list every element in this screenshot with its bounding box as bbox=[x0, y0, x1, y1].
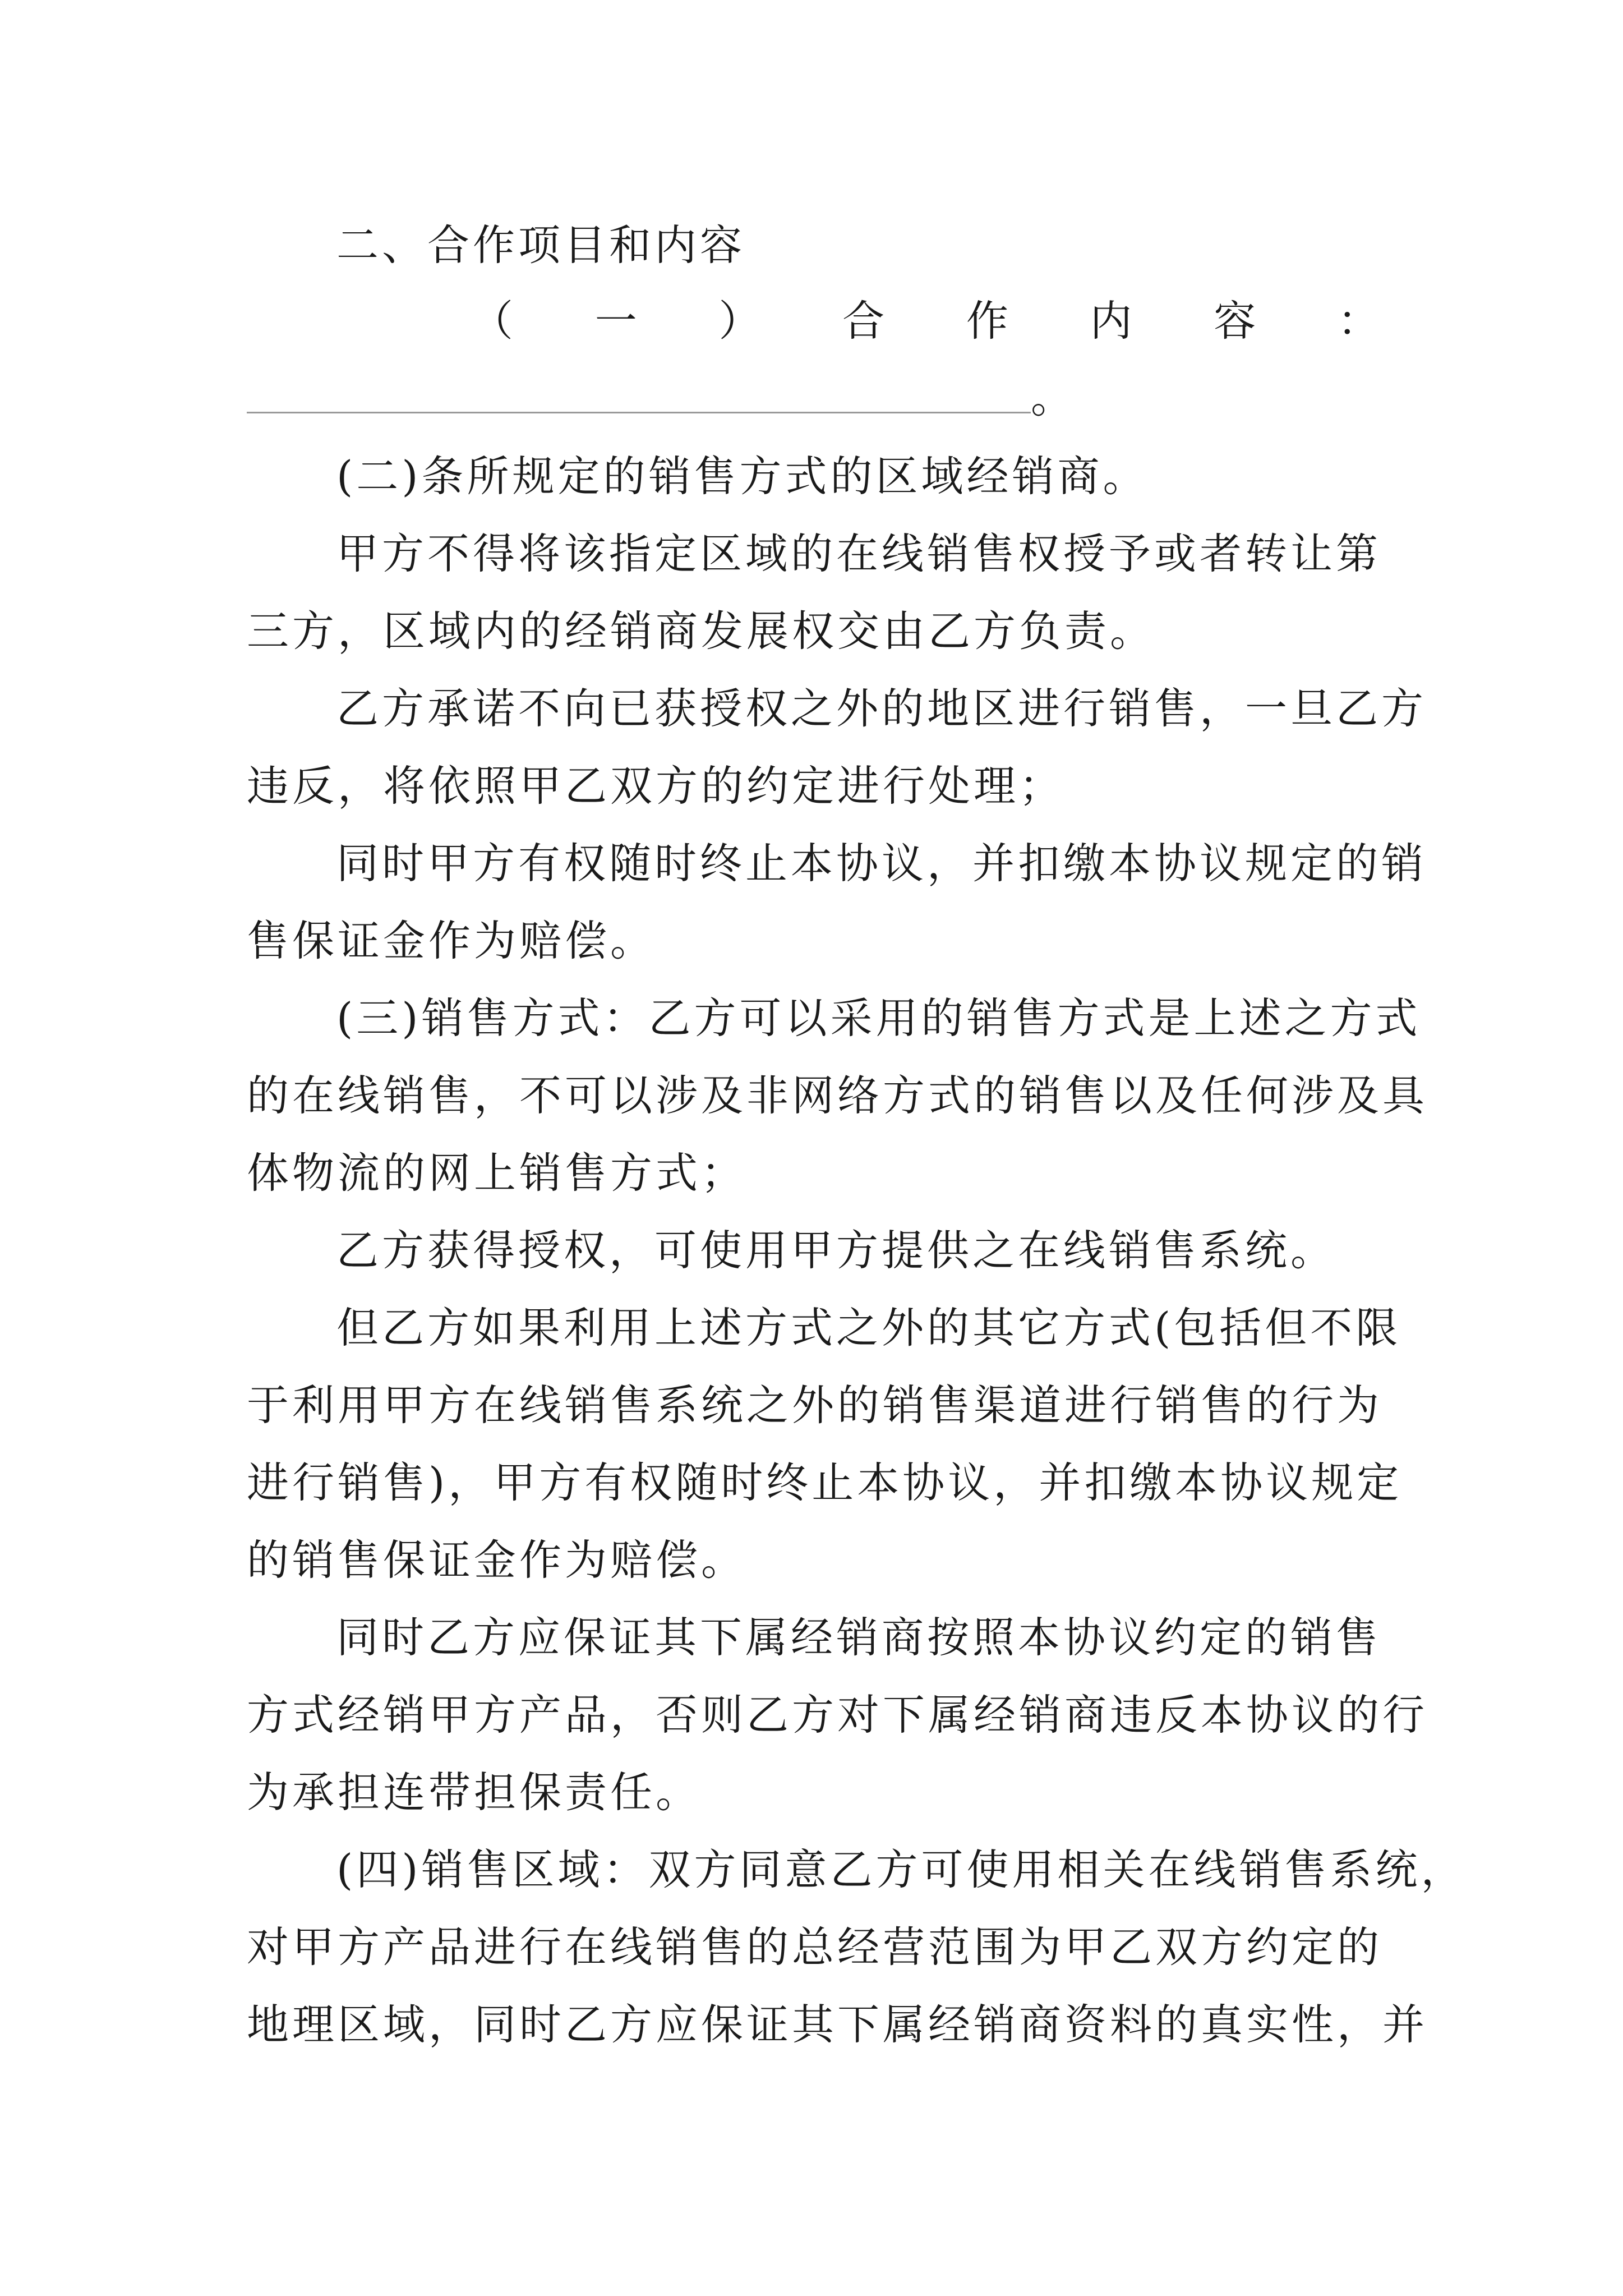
paragraph-line: 方式经销甲方产品，否则乙方对下属经销商违反本协议的行 bbox=[247, 1690, 1428, 1740]
paragraph-line: 为承担连带担保责任。 bbox=[247, 1768, 702, 1817]
paragraph-line: 三方，区域内的经销商发展权交由乙方负责。 bbox=[247, 606, 1156, 656]
paragraph-line: 对甲方产品进行在线销售的总经营范围为甲乙双方约定的 bbox=[247, 1922, 1383, 1972]
paragraph-line: 体物流的网上销售方式； bbox=[247, 1148, 747, 1198]
paragraph-line: (三)销售方式：乙方可以采用的销售方式是上述之方式 bbox=[336, 993, 1421, 1043]
item-one-char: ： bbox=[1337, 296, 1380, 346]
paragraph-line: 乙方获得授权，可使用甲方提供之在线销售系统。 bbox=[336, 1226, 1336, 1275]
item-one-char: 容 bbox=[1214, 296, 1256, 346]
paragraph-line: (二)条所规定的销售方式的区域经销商。 bbox=[336, 452, 1149, 501]
item-one-char: 一 bbox=[594, 296, 637, 346]
paragraph-line: 售保证金作为赔偿。 bbox=[247, 916, 656, 965]
item-one-char: 内 bbox=[1090, 296, 1132, 346]
paragraph-line: 违反，将依照甲乙双方的约定进行处理； bbox=[247, 761, 1065, 811]
paragraph-line: 于利用甲方在线销售系统之外的销售渠道进行销售的行为 bbox=[247, 1381, 1383, 1430]
paragraph-line: 进行销售)，甲方有权随时终止本协议，并扣缴本协议规定 bbox=[247, 1458, 1403, 1507]
item-one-char: 作 bbox=[966, 296, 1008, 346]
paragraph-line: 同时甲方有权随时终止本协议，并扣缴本协议规定的销 bbox=[336, 839, 1427, 888]
item-one-char: （ bbox=[471, 296, 514, 346]
paragraph-line: (四)销售区域：双方同意乙方可使用相关在线销售系统， bbox=[336, 1845, 1467, 1894]
fill-in-blank-line bbox=[247, 412, 1031, 413]
paragraph-line: 的在线销售，不可以涉及非网络方式的销售以及任何涉及具 bbox=[247, 1071, 1428, 1120]
paragraph-line: 的销售保证金作为赔偿。 bbox=[247, 1535, 747, 1585]
blank-period: 。 bbox=[1031, 373, 1073, 422]
paragraph-line: 地理区域，同时乙方应保证其下属经销商资料的真实性，并 bbox=[247, 2000, 1428, 2049]
item-one-char: ） bbox=[718, 296, 761, 346]
paragraph-line: 甲方不得将该指定区域的在线销售权授予或者转让第 bbox=[336, 529, 1382, 578]
section-heading: 二、合作项目和内容 bbox=[336, 220, 746, 270]
item-one-char: 合 bbox=[842, 296, 885, 346]
paragraph-line: 但乙方如果利用上述方式之外的其它方式(包括但不限 bbox=[336, 1303, 1401, 1352]
paragraph-line: 乙方承诺不向已获授权之外的地区进行销售，一旦乙方 bbox=[336, 684, 1427, 733]
paragraph-line: 同时乙方应保证其下属经销商按照本协议约定的销售 bbox=[336, 1613, 1382, 1662]
item-one-heading bbox=[471, 296, 1380, 346]
